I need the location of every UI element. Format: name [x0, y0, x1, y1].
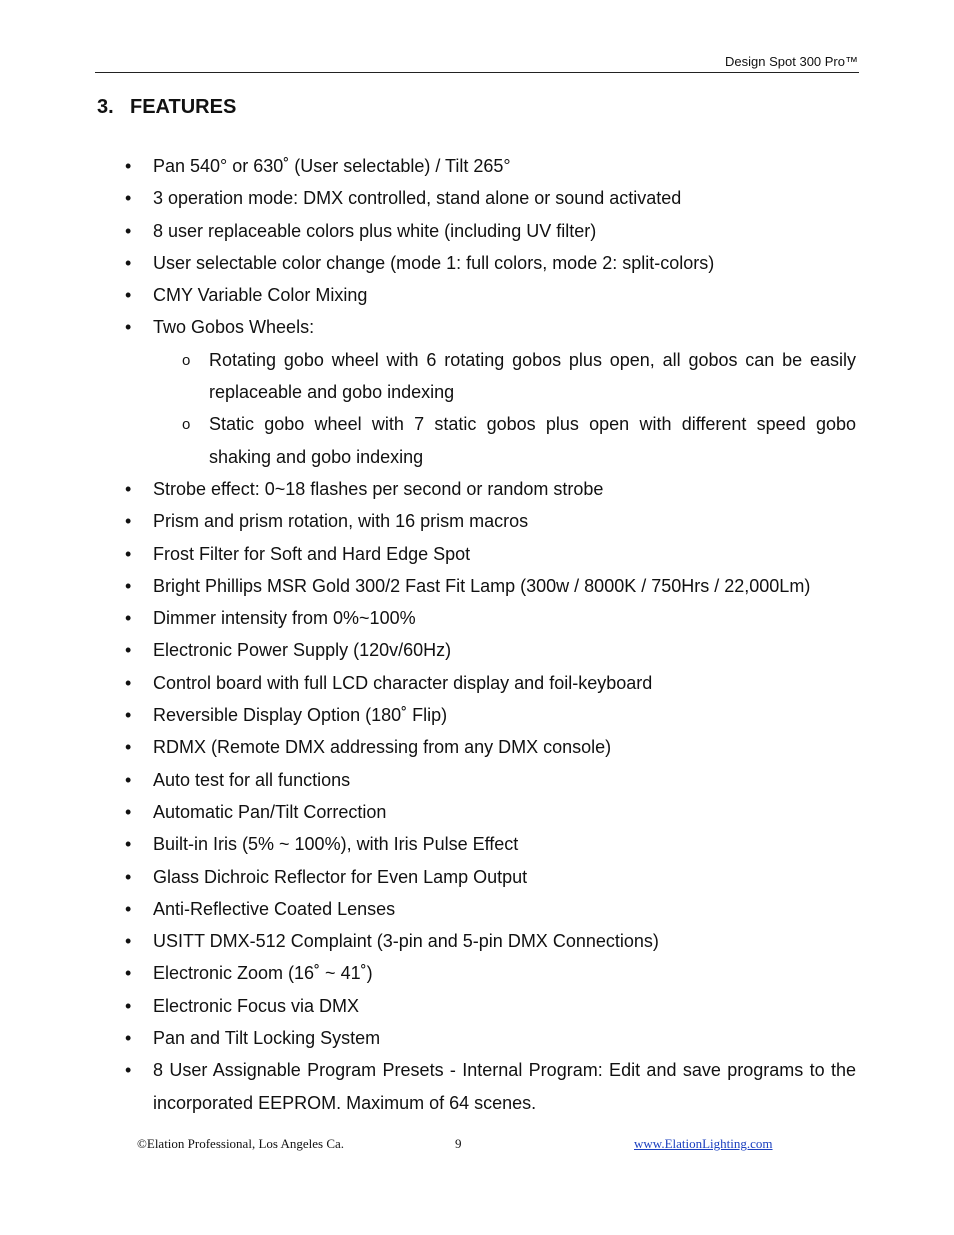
feature-item: [0, 828, 856, 860]
bullet-marker: •: [125, 801, 132, 822]
feature-item: [0, 699, 856, 731]
bullet-marker: •: [125, 995, 132, 1016]
sub-bullet-marker: o: [182, 416, 191, 434]
feature-item: [0, 473, 856, 505]
feature-item: [0, 538, 856, 570]
footer-website-link[interactable]: www.ElationLighting.com: [634, 1136, 773, 1151]
feature-text: Electronic Zoom (16˚ ~ 41˚): [153, 963, 373, 984]
bullet-marker: •: [125, 285, 132, 306]
bullet-marker: •: [125, 478, 132, 499]
feature-text: Built-in Iris (5% ~ 100%), with Iris Pulse Effect: [153, 834, 519, 855]
feature-text: Electronic Power Supply (120v/60Hz): [153, 640, 452, 661]
bullet-marker: •: [125, 963, 132, 984]
bullet-marker: •: [125, 252, 132, 273]
feature-item: [0, 1054, 856, 1119]
features-list: [0, 150, 954, 1119]
bullet-marker: •: [125, 705, 132, 726]
feature-text: Auto test for all functions: [153, 769, 351, 790]
feature-item: [0, 990, 856, 1022]
feature-item: [0, 602, 856, 634]
feature-text: Pan 540° or 630˚ (User selectable) / Tilt 265°: [153, 156, 511, 176]
sub-feature-item: [0, 344, 856, 409]
bullet-marker: •: [125, 898, 132, 919]
feature-text: 8 user replaceable colors plus white (including UV filter): [153, 220, 597, 241]
feature-item: [0, 893, 856, 925]
feature-text: Reversible Display Option (180˚ Flip): [153, 705, 448, 726]
feature-text: Glass Dichroic Reflector for Even Lamp Output: [153, 866, 528, 887]
bullet-marker: •: [125, 834, 132, 855]
feature-text: Pan and Tilt Locking System: [153, 1028, 381, 1049]
bullet-marker: •: [125, 640, 132, 661]
feature-item: [0, 667, 856, 699]
feature-item: [0, 925, 856, 957]
bullet-marker: •: [125, 156, 132, 176]
feature-item: [0, 796, 856, 828]
bullet-marker: •: [125, 608, 132, 629]
feature-item: [0, 247, 856, 279]
feature-text: Prism and prism rotation, with 16 prism macros: [153, 511, 529, 532]
feature-text: Bright Phillips MSR Gold 300/2 Fast Fit Lamp (300w / 8000K / 750Hrs / 22,000Lm): [153, 575, 811, 596]
feature-text: Electronic Focus via DMX: [153, 995, 360, 1016]
feature-item: [0, 311, 856, 343]
feature-item: [0, 505, 856, 537]
feature-text: User selectable color change (mode 1: full colors, mode 2: split-colors): [153, 252, 715, 273]
header-divider: [95, 72, 859, 73]
feature-text: Anti-Reflective Coated Lenses: [153, 898, 396, 919]
sub-bullet-marker: o: [182, 351, 191, 369]
feature-item: [0, 182, 856, 214]
bullet-marker: •: [125, 1028, 132, 1049]
feature-text: CMY Variable Color Mixing: [153, 285, 368, 306]
feature-text: Static gobo wheel with 7 static gobos plus open with different speed gobo shaking and gobo indexing: [209, 414, 856, 467]
bullet-marker: •: [125, 220, 132, 241]
feature-text: Control board with full LCD character display and foil-keyboard: [153, 672, 653, 693]
feature-item: [0, 634, 856, 666]
feature-item: [0, 570, 856, 602]
section-title: FEATURES: [130, 96, 237, 118]
bullet-marker: •: [125, 769, 132, 790]
section-heading: [97, 96, 236, 119]
feature-item: [0, 215, 856, 247]
bullet-marker: •: [125, 1060, 132, 1081]
bullet-marker: •: [125, 575, 132, 596]
feature-text: Dimmer intensity from 0%~100%: [153, 608, 416, 629]
feature-text: 8 User Assignable Program Presets - Internal Program: Edit and save programs to the incorporated EEPROM. Maximum of 64 scenes.: [153, 1060, 856, 1113]
footer-page-number: 9: [455, 1136, 462, 1151]
feature-item: [0, 150, 856, 182]
bullet-marker: •: [125, 543, 132, 564]
feature-text: Two Gobos Wheels:: [153, 317, 315, 338]
feature-text: Frost Filter for Soft and Hard Edge Spot: [153, 543, 471, 564]
feature-text: Automatic Pan/Tilt Correction: [153, 801, 387, 822]
feature-item: [0, 764, 856, 796]
feature-item: [0, 279, 856, 311]
feature-text: RDMX (Remote DMX addressing from any DMX console): [153, 737, 612, 758]
bullet-marker: •: [125, 511, 132, 532]
feature-text: Rotating gobo wheel with 6 rotating gobos plus open, all gobos can be easily replaceable and gobo indexing: [209, 349, 856, 403]
feature-item: [0, 731, 856, 763]
feature-text: 3 operation mode: DMX controlled, stand alone or sound activated: [153, 188, 682, 209]
bullet-marker: •: [125, 672, 132, 693]
section-number: 3.: [97, 96, 114, 118]
bullet-marker: •: [125, 866, 132, 887]
footer-copyright: ©Elation Professional, Los Angeles Ca.: [137, 1136, 345, 1151]
feature-item: [0, 957, 856, 989]
feature-text: Strobe effect: 0~18 flashes per second or random strobe: [153, 478, 604, 499]
feature-text: USITT DMX-512 Complaint (3-pin and 5-pin DMX Connections): [153, 931, 659, 952]
bullet-marker: •: [125, 317, 132, 338]
header-title: Design Spot 300 Pro™: [725, 54, 858, 69]
bullet-marker: •: [125, 188, 132, 209]
bullet-marker: •: [125, 737, 132, 758]
feature-item: [0, 1022, 856, 1054]
sub-feature-item: [0, 408, 856, 473]
feature-item: [0, 861, 856, 893]
bullet-marker: •: [125, 931, 132, 952]
